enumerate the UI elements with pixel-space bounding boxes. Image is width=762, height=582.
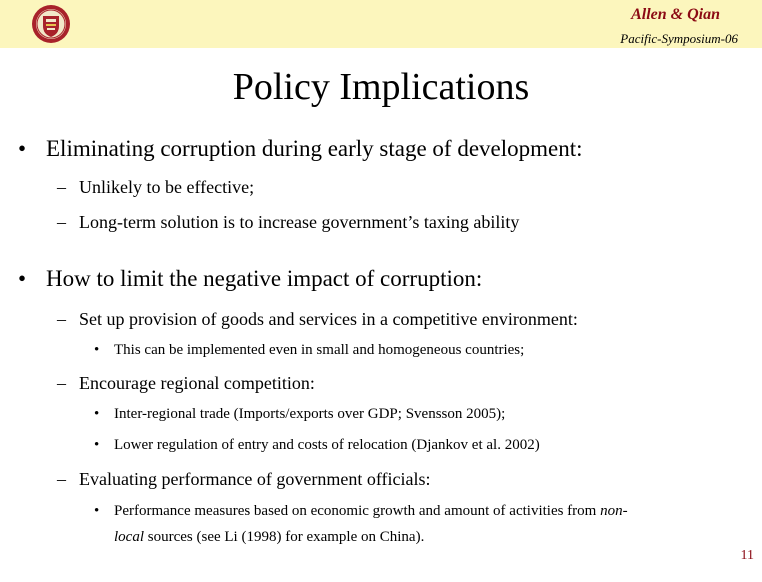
- authors-label: Allen & Qian: [631, 6, 720, 23]
- bullet-marker: •: [94, 406, 100, 422]
- university-seal-icon: [31, 4, 71, 44]
- bullet-2-sub-3-item-1: [94, 501, 628, 522]
- bullet-2-sub-1-item-1: [94, 340, 524, 361]
- bullet-2-sub-2: [57, 372, 315, 394]
- bullet-2-text: How to limit the negative impact of corruption:: [46, 266, 483, 291]
- dash-marker: –: [57, 373, 66, 393]
- bullet-2: [18, 265, 482, 293]
- bullet-1-sub-1: [57, 176, 254, 198]
- bullet-1: [18, 135, 583, 163]
- dash-marker: –: [57, 309, 66, 329]
- bullet-marker: •: [94, 503, 100, 519]
- bullet-2-sub-1-item-1-text: This can be implemented even in small and homogeneous countries;: [114, 342, 525, 358]
- slide-title: Policy Implications: [232, 66, 530, 108]
- bullet-2-sub-3: [57, 468, 431, 490]
- bullet-2-sub-3-item-1-text-c: local: [114, 529, 144, 545]
- bullet-2-sub-3-text: Evaluating performance of government officials:: [79, 469, 431, 489]
- bullet-2-sub-2-item-1: [94, 404, 505, 425]
- bullet-1-sub-2-text: Long-term solution is to increase government’s taxing ability: [79, 212, 520, 232]
- bullet-2-sub-3-item-1-text-a: Performance measures based on economic growth and amount of activities from: [114, 503, 601, 519]
- bullet-1-sub-1-text: Unlikely to be effective;: [79, 177, 255, 197]
- venue-label: Pacific-Symposium-06: [620, 31, 738, 46]
- bullet-1-sub-2: [57, 211, 519, 233]
- bullet-marker: •: [94, 342, 100, 358]
- dash-marker: –: [57, 212, 66, 232]
- bullet-2-sub-3-item-1-text-b: non-: [600, 503, 628, 519]
- bullet-2-sub-3-item-1-continuation: [114, 527, 424, 548]
- bullet-2-sub-1-text: Set up provision of goods and services in a competitive environment:: [79, 309, 578, 329]
- bullet-2-sub-2-item-1-text: Inter-regional trade (Imports/exports over GDP; Svensson 2005);: [114, 406, 506, 422]
- bullet-marker: •: [94, 437, 100, 453]
- page-number: 11: [740, 548, 754, 563]
- bullet-1-text: Eliminating corruption during early stage of development:: [46, 136, 583, 161]
- bullet-2-sub-1: [57, 308, 578, 330]
- dash-marker: –: [57, 469, 66, 489]
- bullet-marker: •: [18, 136, 27, 161]
- bullet-2-sub-2-item-2-text: Lower regulation of entry and costs of relocation (Djankov et al. 2002): [114, 437, 540, 453]
- bullet-2-sub-2-text: Encourage regional competition:: [79, 373, 315, 393]
- bullet-2-sub-2-item-2: [94, 435, 540, 456]
- dash-marker: –: [57, 177, 66, 197]
- bullet-2-sub-3-item-1-text-d: sources (see Li (1998) for example on China).: [144, 529, 425, 545]
- bullet-marker: •: [18, 266, 27, 291]
